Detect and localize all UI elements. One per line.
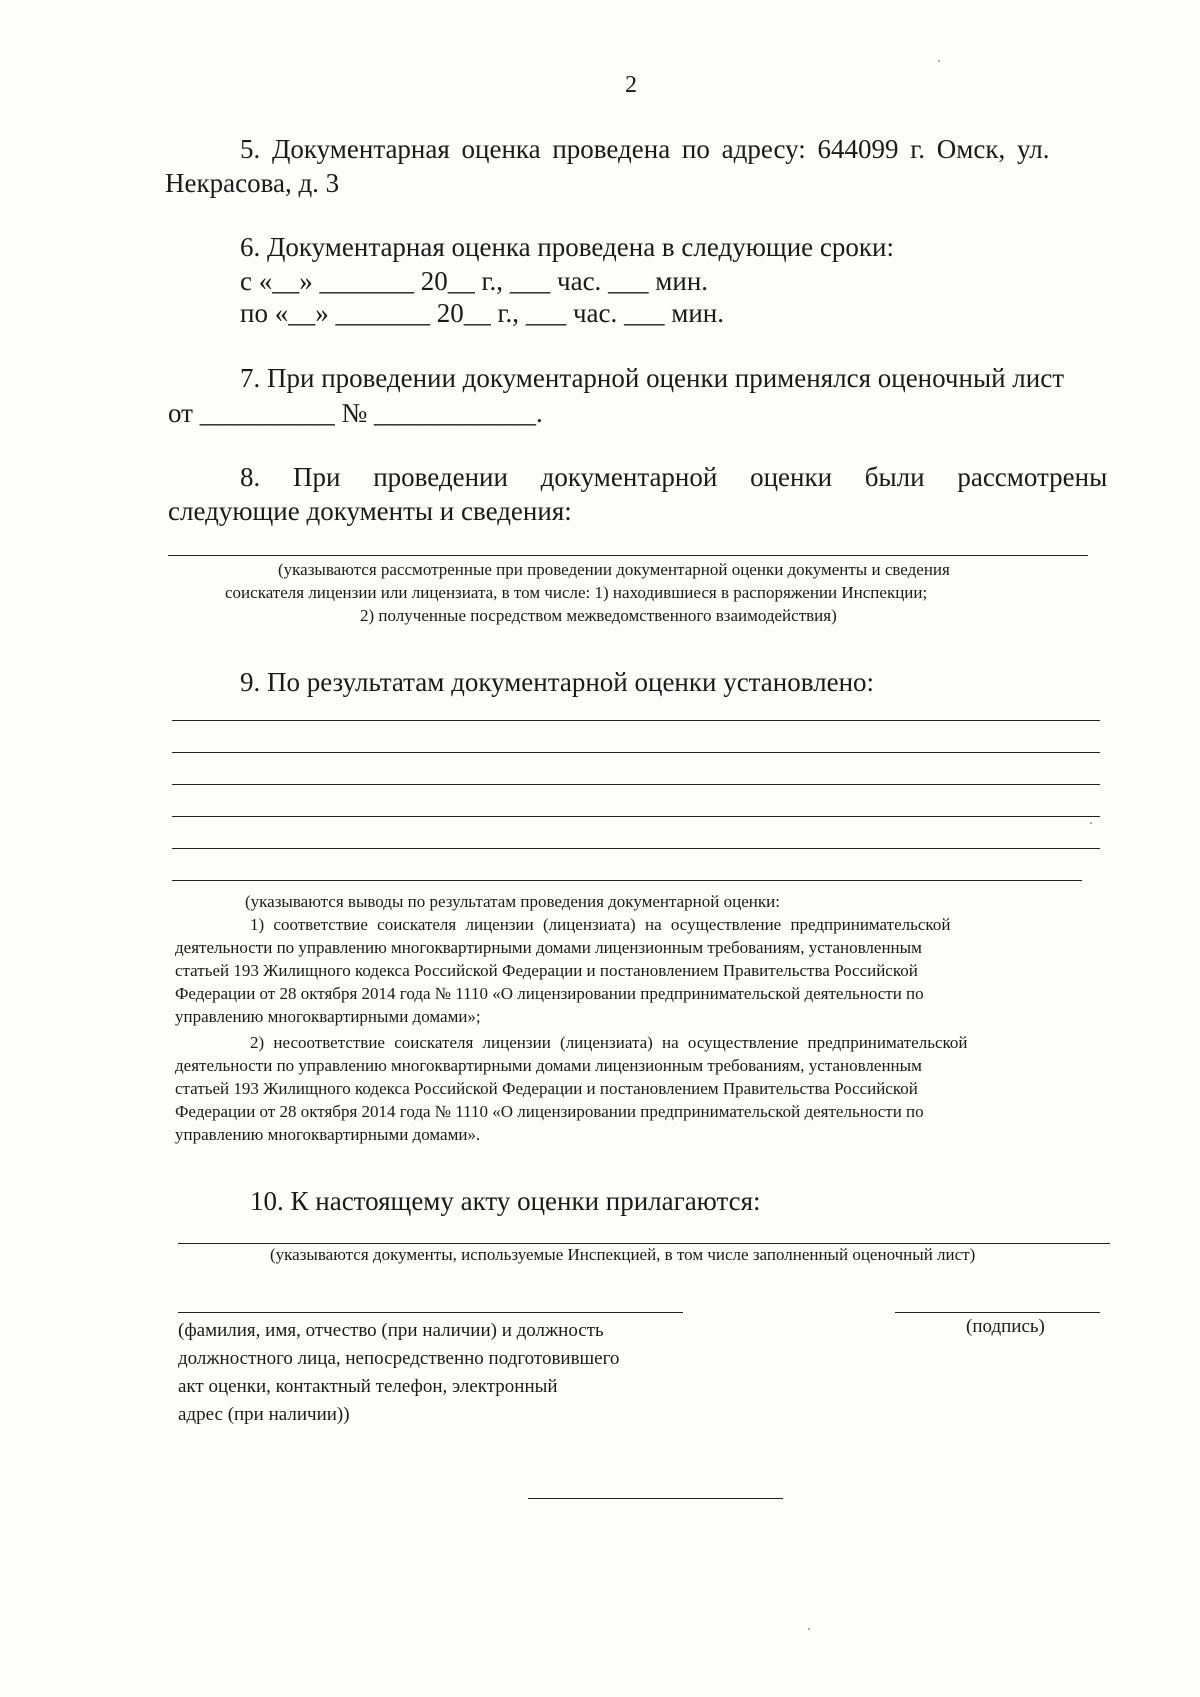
section-9-note-line7: 2) несоответствие соискателя лицензии (лицензиата) на осуществление предпринимательской — [250, 1033, 968, 1052]
scan-speck — [1090, 822, 1092, 824]
section-9-note-line5: Федерации от 28 октября 2014 года № 1110 «О лицензировании предпринимательской деятельности по — [175, 984, 924, 1003]
page-number: 2 — [625, 72, 637, 98]
section-10-note: (указываются документы, используемые Инспекцией, в том числе заполненный оценочный лист) — [270, 1245, 976, 1264]
section-9-note-line8: деятельности по управлению многоквартирными домами лицензионным требованиям, установленным — [175, 1056, 922, 1075]
section-9-fill-line-4 — [172, 816, 1100, 817]
section-10-fill-line — [178, 1243, 1110, 1244]
section-9-note-line6: управлению многоквартирными домами»; — [175, 1007, 481, 1026]
section-9-fill-line-3 — [172, 784, 1100, 785]
scan-speck — [938, 60, 940, 62]
official-caption-line3: акт оценки, контактный телефон, электронный — [178, 1376, 558, 1397]
section-9-note-line1: (указываются выводы по результатам проведения документарной оценки: — [245, 892, 780, 911]
section-8-note-line1: (указываются рассмотренные при проведении документарной оценки документы и сведения — [278, 560, 950, 579]
bottom-separator-line — [528, 1498, 783, 1499]
signature-caption: (подпись) — [966, 1316, 1045, 1337]
scan-speck — [808, 1628, 810, 1630]
section-9-note-line9: статьей 193 Жилищного кодекса Российской Федерации и постановлением Правительства Российской — [175, 1079, 918, 1098]
section-7-line2: от __________ № ____________. — [168, 398, 543, 428]
section-8-note-line3: 2) полученные посредством межведомственного взаимодействия) — [360, 606, 837, 625]
section-8-fill-line — [168, 555, 1088, 556]
section-9-note-line4: статьей 193 Жилищного кодекса Российской Федерации и постановлением Правительства Российской — [175, 961, 918, 980]
signature-line — [895, 1312, 1100, 1313]
section-8-line1: 8. При проведении документарной оценки были рассмотрены — [240, 462, 1108, 492]
official-name-line — [178, 1312, 683, 1313]
section-6-to-line: по «__» _______ 20__ г., ___ час. ___ мин. — [240, 298, 725, 328]
section-9-fill-line-5 — [172, 848, 1100, 849]
section-5-line1: 5. Документарная оценка проведена по адресу: 644099 г. Омск, ул. — [240, 134, 1050, 164]
official-caption-line2: должностного лица, непосредственно подготовившего — [178, 1348, 620, 1369]
section-9-fill-line-2 — [172, 752, 1100, 753]
section-10-title: 10. К настоящему акту оценки прилагаются: — [250, 1186, 761, 1216]
section-7-line1: 7. При проведении документарной оценки применялся оценочный лист — [240, 363, 1065, 393]
section-9-note-line3: деятельности по управлению многоквартирными домами лицензионным требованиям, установленным — [175, 938, 922, 957]
section-8-note-line2: соискателя лицензии или лицензиата, в том числе: 1) находившиеся в распоряжении Инспекции; — [225, 583, 928, 602]
section-9-note-line10: Федерации от 28 октября 2014 года № 1110 «О лицензировании предпринимательской деятельности по — [175, 1102, 924, 1121]
section-9-note-line2: 1) соответствие соискателя лицензии (лицензиата) на осуществление предпринимательской — [250, 915, 951, 934]
section-9-fill-line-6 — [172, 880, 1082, 881]
section-6-from-line: с «__» _______ 20__ г., ___ час. ___ мин. — [240, 266, 709, 296]
section-9-fill-line-1 — [172, 720, 1100, 721]
section-8-line2: следующие документы и сведения: — [168, 496, 572, 526]
section-5-line2: Некрасова, д. 3 — [165, 168, 340, 198]
section-6-title: 6. Документарная оценка проведена в следующие сроки: — [240, 232, 894, 262]
section-9-note-line11: управлению многоквартирными домами». — [175, 1125, 481, 1144]
official-caption-line1: (фамилия, имя, отчество (при наличии) и должность — [178, 1320, 604, 1341]
official-caption-line4: адрес (при наличии)) — [178, 1404, 350, 1425]
section-9-title: 9. По результатам документарной оценки установлено: — [240, 667, 875, 697]
